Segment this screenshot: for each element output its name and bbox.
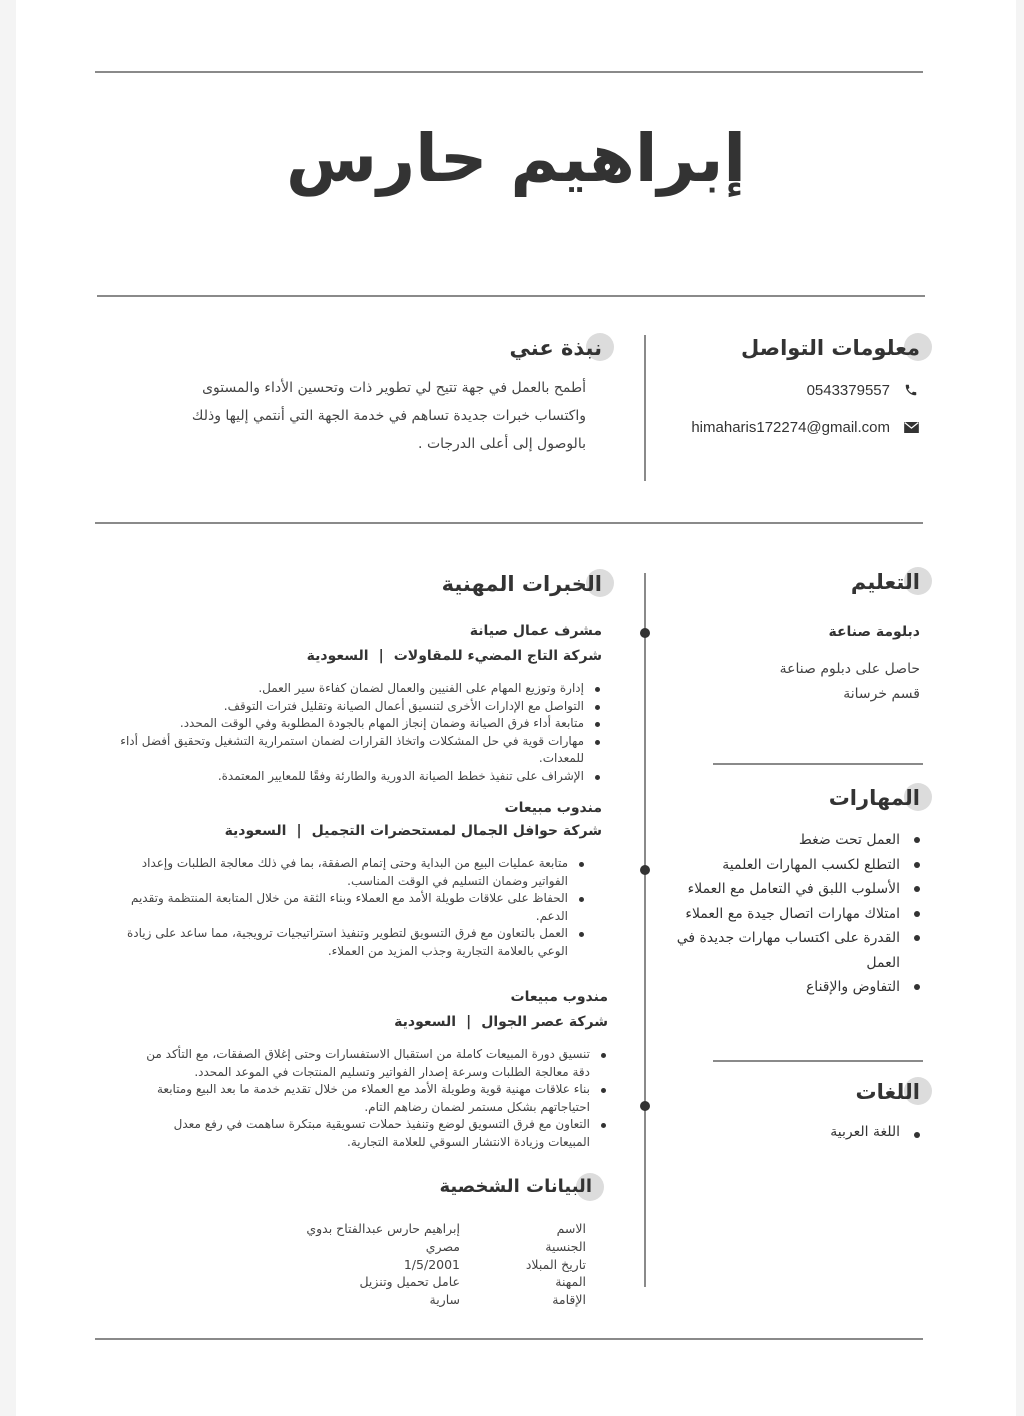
- list-item: الإشراف على تنفيذ خطط الصيانة الدورية والطارئة وفقًا للمعايير المعتمدة.: [116, 768, 602, 786]
- contact-about-separator: [644, 335, 646, 481]
- section-divider: [95, 522, 923, 524]
- skills-list: [674, 828, 924, 1000]
- education-heading: التعليم: [851, 570, 920, 594]
- bottom-divider: [95, 1338, 923, 1340]
- job-company: شركة حوافل الجمال لمستحضرات التجميل|السعودية: [224, 823, 602, 839]
- education-detail: حاصل على دبلوم صناعة: [779, 661, 920, 677]
- personal-label: المهنة: [555, 1274, 586, 1290]
- personal-heading: البيانات الشخصية: [440, 1176, 592, 1197]
- timeline-dot: [640, 1101, 650, 1111]
- about-heading: نبذة عني: [510, 336, 602, 360]
- personal-value: عامل تحميل وتنزيل: [359, 1274, 460, 1290]
- about-text: أطمح بالعمل في جهة تتيح لي تطوير ذات وتحسين الأداء والمستوى واكتساب خبرات جديدة تساهم في خدمة الجهة التي أنتمي إليها وذلك بالوصول إلى أعلى الدرجات .: [191, 380, 586, 452]
- table-row: [306, 1273, 586, 1291]
- education-skills-divider: [713, 763, 923, 765]
- job-company: شركة عصر الجوال|السعودية: [394, 1014, 608, 1030]
- list-item: متابعة أداء فرق الصيانة وضمان إنجاز المهام بالجودة المطلوبة وفي الوقت المحدد.: [116, 715, 602, 733]
- list-item: تنسيق دورة المبيعات كاملة من استقبال الاستفسارات وحتى إغلاق الصفقات، مع التأكد من دقة معالجة الطلبات وسرعة إصدار الفواتير وتسليم المنتجات في الموعد المحدد.: [130, 1046, 608, 1081]
- skills-languages-divider: [713, 1060, 923, 1062]
- table-row: [306, 1291, 586, 1309]
- list-item: اللغة العربية: [830, 1124, 924, 1140]
- list-item: الأسلوب اللبق في التعامل مع العملاء: [674, 877, 924, 902]
- list-item: الحفاظ على علاقات طويلة الأمد مع العملاء وبناء الثقة من خلال المتابعة المنتظمة وتقديم الدعم.: [116, 890, 586, 925]
- list-item: التفاوض والإقناع: [674, 975, 924, 1000]
- personal-label: الاسم: [556, 1221, 586, 1236]
- table-row: [306, 1220, 586, 1238]
- job-title: مشرف عمال صيانة: [469, 623, 602, 639]
- personal-label: الإقامة: [552, 1292, 586, 1308]
- timeline-dot: [640, 865, 650, 875]
- personal-value: إبراهيم حارس عبدالفتاح بدوي: [306, 1221, 460, 1236]
- job-title: مندوب مبيعات: [510, 989, 608, 1005]
- list-item: امتلاك مهارات اتصال جيدة مع العملاء: [674, 902, 924, 927]
- skills-heading: المهارات: [829, 786, 920, 810]
- list-item: التعاون مع فرق التسويق لوضع وتنفيذ حملات تسويقية مبتكرة ساهمت في رفع معدل المبيعات وزيادة الانتشار السوقي للعلامة التجارية.: [130, 1116, 608, 1151]
- list-item: العمل تحت ضغط: [674, 828, 924, 853]
- full-name: إبراهيم حارس: [286, 120, 746, 197]
- personal-value: 1/5/2001: [403, 1256, 460, 1272]
- phone-row: [807, 381, 920, 399]
- timeline-line: [644, 573, 646, 1287]
- personal-label: تاريخ المبلاد: [525, 1256, 586, 1272]
- top-divider: [95, 71, 923, 73]
- personal-label: الجنسية: [545, 1238, 586, 1254]
- mail-icon: [902, 418, 920, 436]
- languages-heading: اللغات: [856, 1080, 921, 1104]
- table-row: [306, 1238, 586, 1256]
- personal-data-table: [306, 1220, 586, 1309]
- job-duties: [116, 680, 602, 785]
- job-duties: [116, 855, 586, 960]
- job-title: مندوب مبيعات: [504, 800, 602, 816]
- job-company: شركة التاج المضيء للمقاولات|السعودية: [306, 648, 602, 664]
- list-item: بناء علاقات مهنية قوية وطويلة الأمد مع العملاء من خلال تقديم خدمة ما بعد البيع ومتابعة احتياجاتهم بشكل مستمر لضمان رضاهم التام.: [130, 1081, 608, 1116]
- list-item: العمل بالتعاون مع فرق التسويق لتطوير وتنفيذ استراتيجيات ترويجية، مما ساعد على زيادة الوعي بالعلامة التجارية وجذب المزيد من العملاء.: [116, 925, 586, 960]
- languages-list: [830, 1124, 924, 1140]
- list-item: مهارات قوية في حل المشكلات واتخاذ القرارات لضمان استمرارية التشغيل وتحقيق أفضل أداء للمعدات.: [116, 733, 602, 768]
- email-address[interactable]: himaharis172274@gmail.com: [691, 418, 890, 436]
- list-item: إدارة وتوزيع المهام على الفنيين والعمال لضمان كفاءة سير العمل.: [116, 680, 602, 698]
- job-duties: [130, 1046, 608, 1151]
- list-item: متابعة عمليات البيع من البداية وحتى إتمام الصفقة، بما في ذلك معالجة الطلبات وإعداد الفواتير وضمان التسليم في الوقت المناسب.: [116, 855, 586, 890]
- list-item: التواصل مع الإدارات الأخرى لتنسيق أعمال الصيانة وتقليل فترات التوقف.: [116, 698, 602, 716]
- phone-number[interactable]: 0543379557: [806, 381, 890, 399]
- education-detail: قسم خرسانة: [843, 686, 920, 702]
- timeline-dot: [640, 628, 650, 638]
- list-item: القدرة على اكتساب مهارات جديدة في العمل: [674, 926, 924, 975]
- resume-page: [16, 0, 1016, 1416]
- contact-heading: معلومات التواصل: [741, 336, 920, 360]
- personal-value: سارية: [429, 1292, 460, 1308]
- table-row: [306, 1256, 586, 1274]
- email-row: [691, 418, 920, 436]
- experience-heading: الخبرات المهنية: [442, 572, 602, 596]
- header-divider: [97, 295, 925, 297]
- list-item: التطلع لكسب المهارات العلمية: [674, 853, 924, 878]
- education-degree: دبلومة صناعة: [828, 624, 920, 640]
- personal-value: مصري: [425, 1238, 460, 1254]
- phone-icon: [902, 381, 920, 399]
